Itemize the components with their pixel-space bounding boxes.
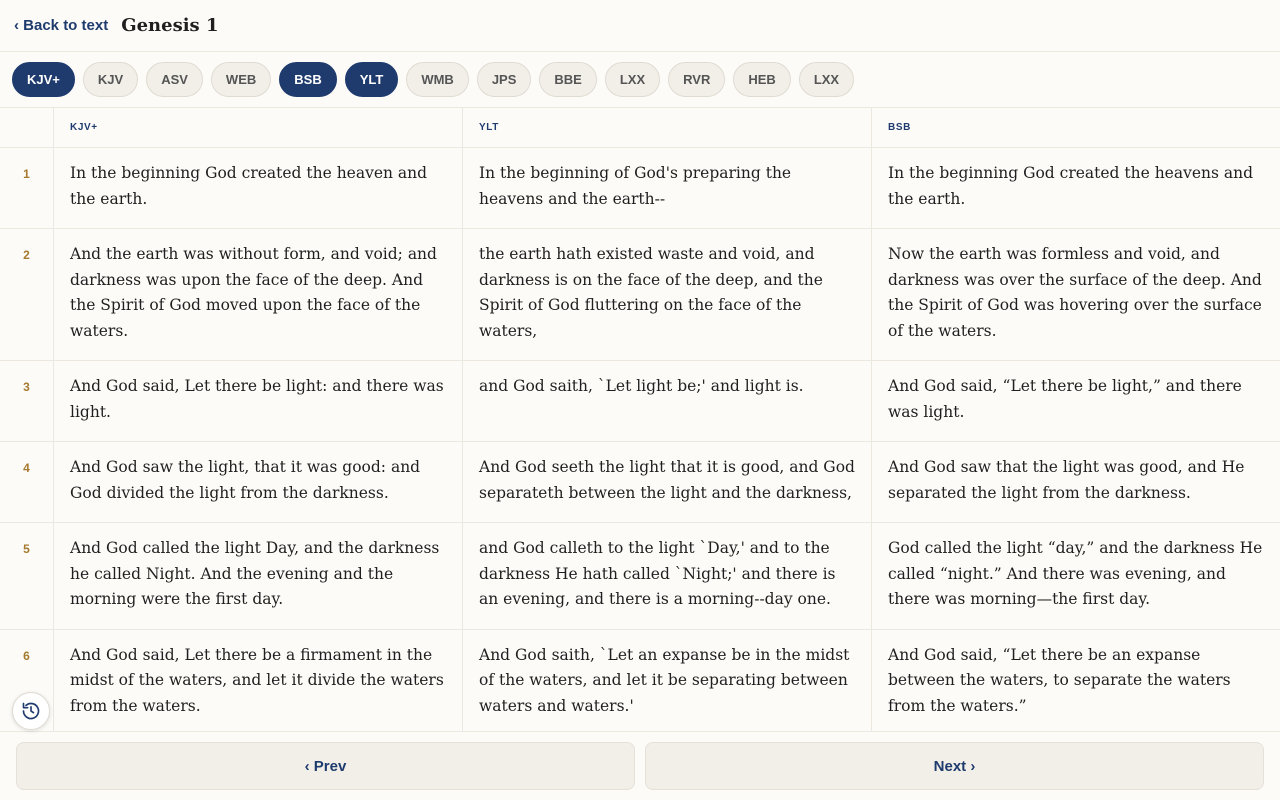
verse-text-kjv-plus: And God saw the light, that it was good: and God divided the light from the darkness. [54,442,463,522]
verse-number: 6 [0,630,54,732]
verse-row [0,148,1280,229]
history-button[interactable] [12,692,50,730]
verse-text-kjv-plus: And God said, Let there be a firmament in the midst of the waters, and let it divide the waters from the waters. [54,630,463,732]
verse-number-header [0,108,54,147]
verse-text-kjv-plus: And God called the light Day, and the darkness he called Night. And the evening and the morning were the first day. [54,523,463,629]
footer-nav [0,731,1280,800]
history-icon [21,701,41,721]
column-header-kjv-plus: KJV+ [54,108,463,147]
prev-chapter-button[interactable]: ‹ Prev [16,742,635,790]
verse-number: 2 [0,229,54,360]
tab-ylt[interactable]: YLT [345,62,399,97]
verse-text-bsb: And God saw that the light was good, and He separated the light from the darkness. [888,458,1245,502]
verse-number: 3 [0,361,54,441]
tab-rvr[interactable]: RVR [668,62,725,97]
back-to-text-link[interactable]: ‹ Back to text [14,17,109,34]
verse-text-ylt: In the beginning of God's preparing the heavens and the earth-- [463,148,872,228]
verse-text-ylt: and God saith, `Let light be;' and light is. [463,361,872,441]
verse-text-ylt: And God seeth the light that it is good, and God separateth between the light and the darkness, [463,442,872,522]
verse-text-kjv-plus: And the earth was without form, and void; and darkness was upon the face of the deep. And the Spirit of God moved upon the face of the waters. [54,229,463,360]
verse-text-bsb: And God said, “Let there be light,” and there was light. [888,377,1242,421]
verse-text-bsb: Now the earth was formless and void, and darkness was over the surface of the deep. And the Spirit of God was hovering over the surface of the waters. [888,245,1262,340]
table-header-row [0,108,1280,148]
tab-kjv[interactable]: KJV [83,62,138,97]
translation-tabs [0,52,1280,108]
tab-web[interactable]: WEB [211,62,271,97]
tab-jps[interactable]: JPS [477,62,532,97]
verse-text-kjv-plus: In the beginning God created the heaven and the earth. [54,148,463,228]
verse-number: 4 [0,442,54,522]
verse-text-bsb: God called the light “day,” and the darkness He called “night.” And there was evening, and there was morning—the first day. [888,539,1263,608]
column-header-bsb: BSB [888,122,911,133]
verse-text-ylt: And God saith, `Let an expanse be in the midst of the waters, and let it be separating between waters and waters.' [463,630,872,732]
tab-bbe[interactable]: BBE [539,62,596,97]
tab-bsb[interactable]: BSB [279,62,336,97]
page-title: Genesis 1 [121,15,219,36]
tab-wmb[interactable]: WMB [406,62,469,97]
tab-heb[interactable]: HEB [733,62,790,97]
verse-text-bsb: In the beginning God created the heavens and the earth. [888,164,1254,208]
verse-row [0,361,1280,442]
verse-row [0,442,1280,523]
parallel-verse-table[interactable] [0,108,1280,731]
tab-asv[interactable]: ASV [146,62,203,97]
next-chapter-button[interactable]: Next › [645,742,1264,790]
verse-text-ylt: the earth hath existed waste and void, and darkness is on the face of the deep, and the Spirit of God fluttering on the face of the waters, [463,229,872,360]
tab-lxx-2[interactable]: LXX [799,62,854,97]
tab-kjv-plus[interactable]: KJV+ [12,62,75,97]
verse-row [0,229,1280,361]
tab-lxx[interactable]: LXX [605,62,660,97]
verse-row [0,523,1280,630]
verse-text-kjv-plus: And God said, Let there be light: and there was light. [54,361,463,441]
verse-text-bsb: And God said, “Let there be an expanse between the waters, to separate the waters from the waters.” [888,645,1231,715]
verse-number: 1 [0,148,54,228]
column-header-ylt: YLT [463,108,872,147]
verse-text-ylt: and God calleth to the light `Day,' and to the darkness He hath called `Night;' and there is an evening, and there is a morning--day one. [463,523,872,629]
verse-number: 5 [0,523,54,629]
verse-row [0,630,1280,732]
header-bar [0,0,1280,52]
